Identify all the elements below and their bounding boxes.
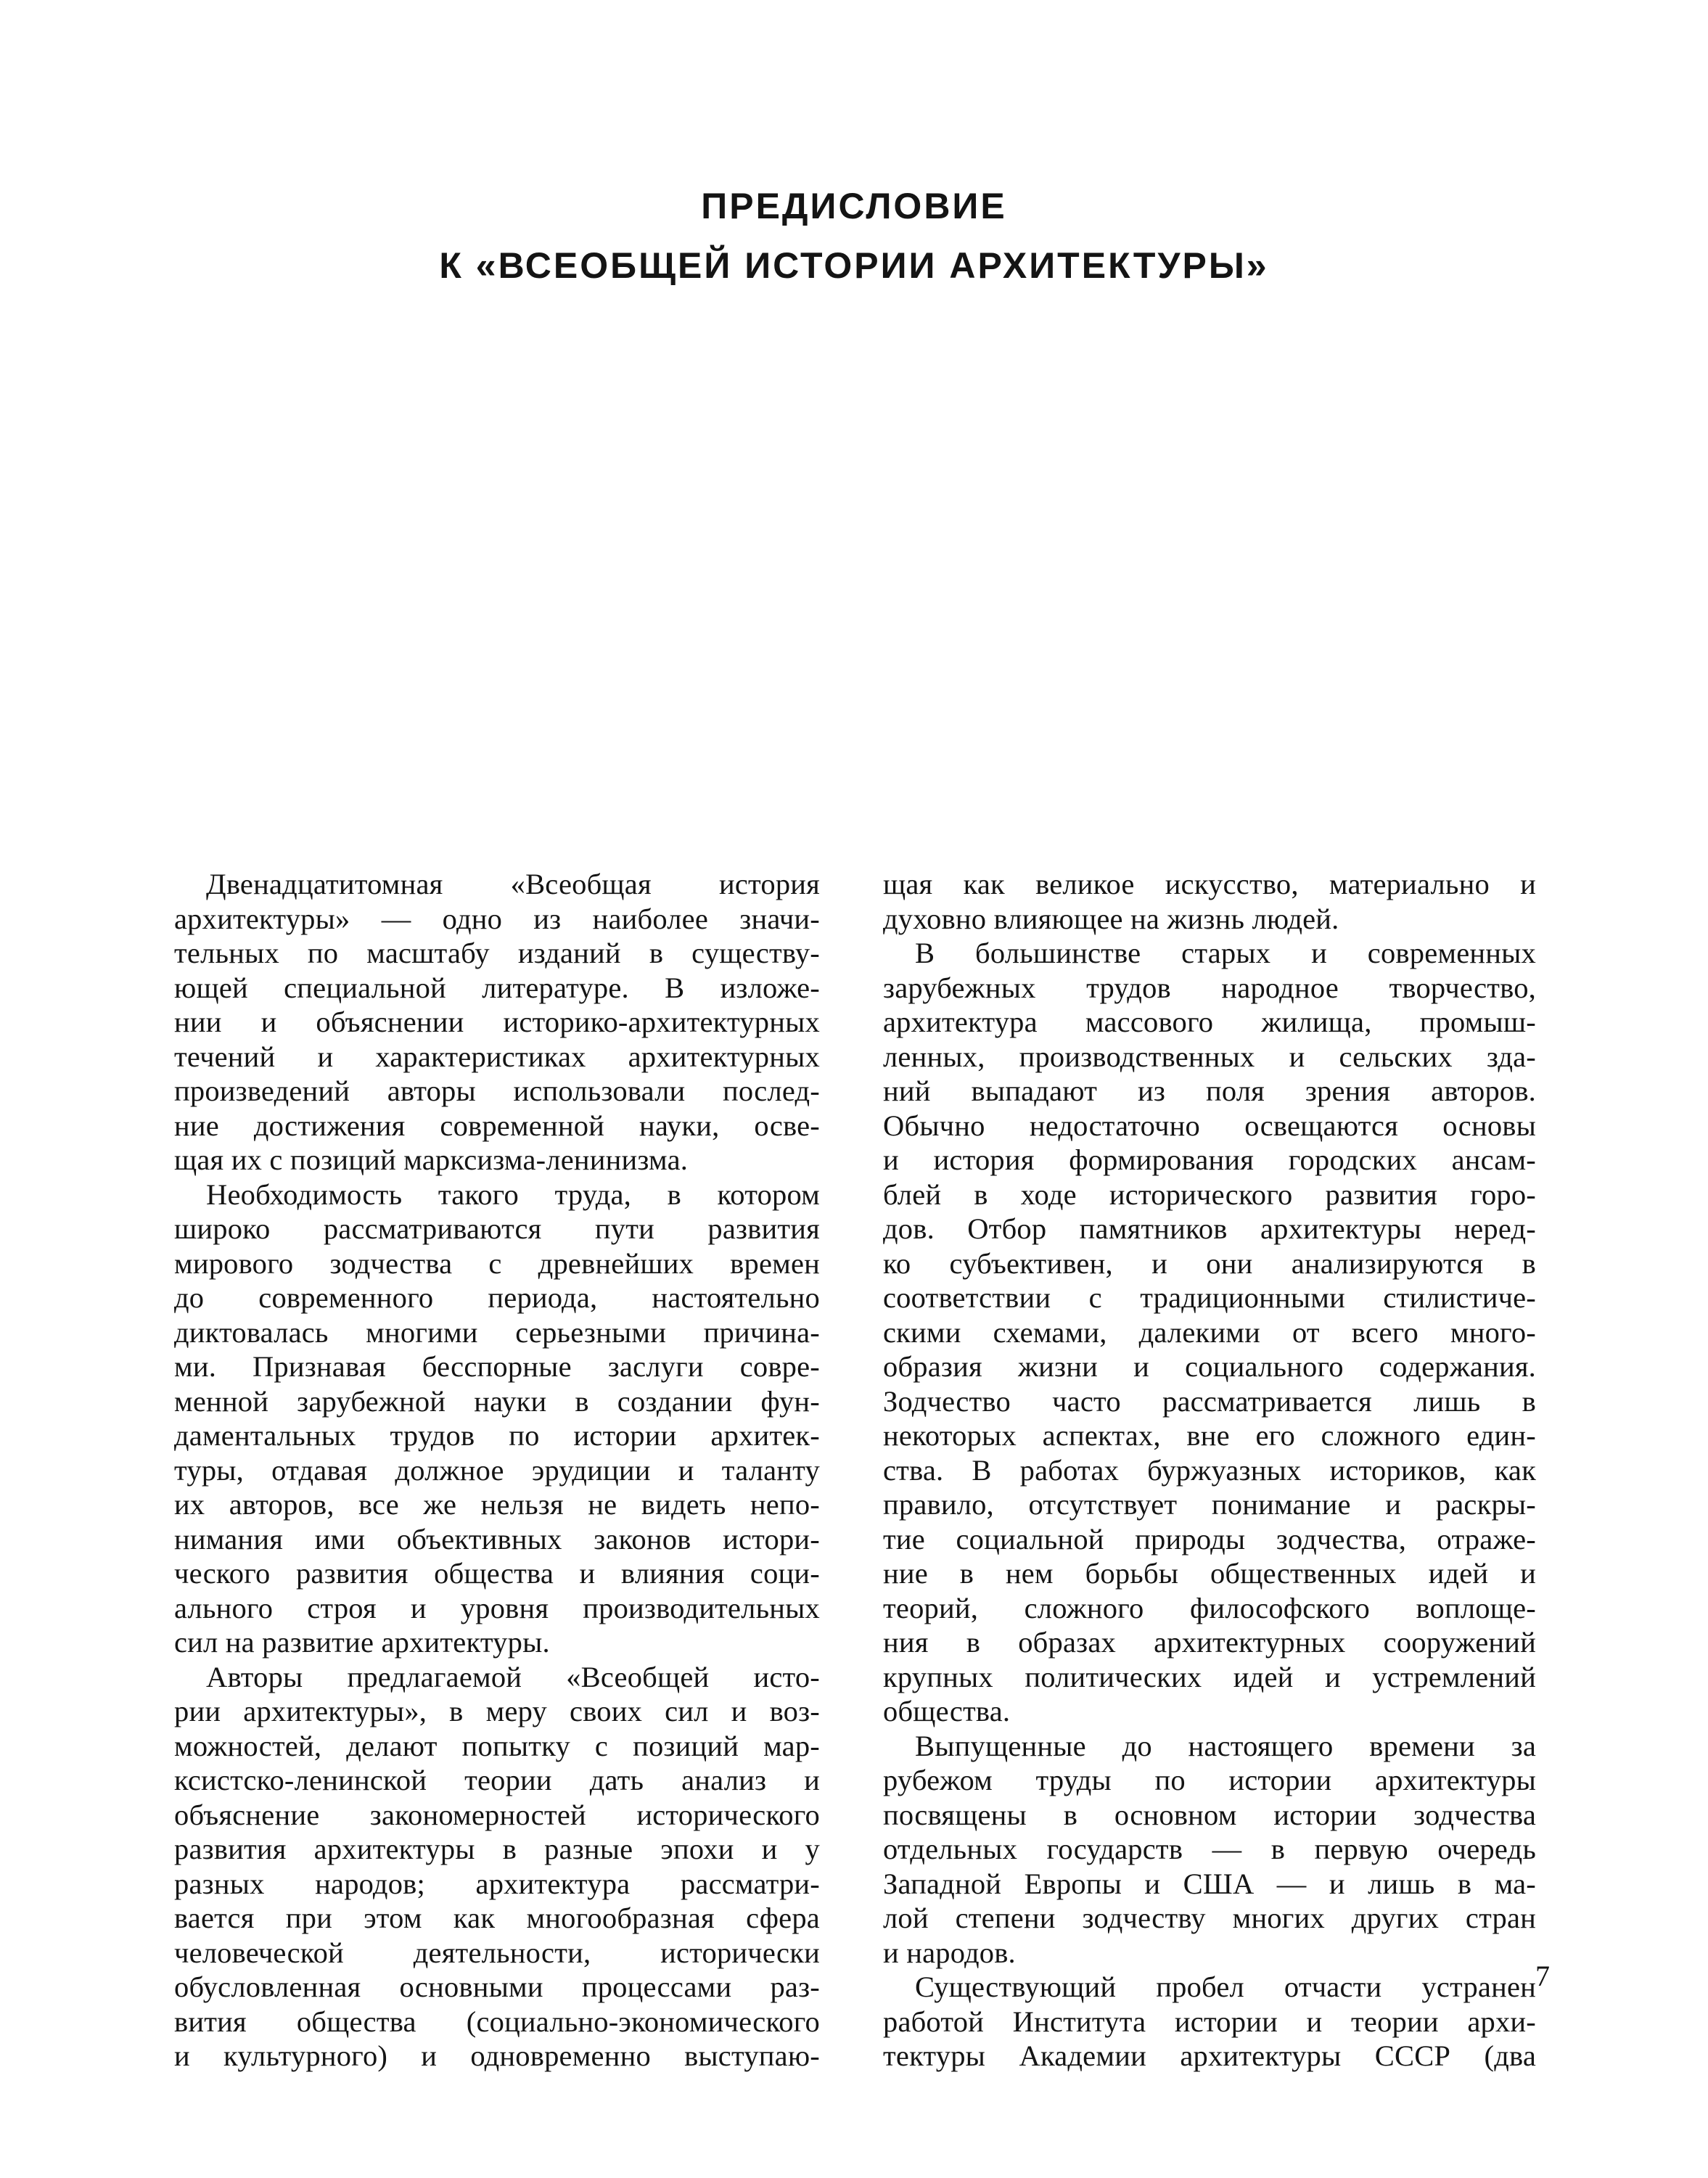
text-line: крупных политических идей и устремлений [883, 1660, 1536, 1693]
text-line: сил на развитие архитектуры. [174, 1626, 550, 1659]
text-line: обусловленная основными процессами раз- [174, 1971, 820, 2003]
text-line: лой степени зодчеству многих других стран [883, 1902, 1536, 1934]
text-line: общества. [883, 1695, 1011, 1727]
text-line: некоторых аспектах, вне его сложного един- [883, 1419, 1536, 1452]
text-line: ми. Признавая бесспорные заслуги совре- [174, 1350, 820, 1383]
text-line: диктовалась многими серьезными причина- [174, 1315, 820, 1349]
text-line: зарубежных трудов народное творчество, [883, 971, 1536, 1004]
text-line: тельных по масштабу изданий в существу- [174, 937, 820, 969]
text-line: ства. В работах буржуазных историков, как [883, 1453, 1536, 1487]
page-title: ПРЕДИСЛОВИЕ [701, 186, 1007, 226]
text-line: ленных, производственных и сельских зда- [883, 1040, 1536, 1073]
text-line: правило, отсутствует понимание и раскры- [883, 1488, 1536, 1521]
text-line: соответствии с традиционными стилистиче- [883, 1281, 1536, 1314]
text-line: архитектуры» — одно из наиболее значи- [174, 902, 820, 935]
text-line: теорий, сложного философского воплоще- [883, 1591, 1536, 1624]
text-line: Двенадцатитомная «Всеобщая история [206, 868, 820, 900]
text-line: ние достижения современной науки, осве- [174, 1109, 820, 1142]
text-line: Авторы предлагаемой «Всеобщей исто- [206, 1660, 820, 1693]
text-line: отдельных государств — в первую очередь [883, 1833, 1536, 1865]
text-line: ко субъективен, и они анализируются в [883, 1246, 1536, 1280]
text-line: Существующий пробел отчасти устранен [915, 1971, 1536, 2003]
text-line: духовно влияющее на жизнь людей. [883, 902, 1339, 935]
text-line: Необходимость такого труда, в котором [206, 1178, 820, 1211]
page-subtitle: К «ВСЕОБЩЕЙ ИСТОРИИ АРХИТЕКТУРЫ» [439, 245, 1269, 286]
text-line: человеческой деятельности, исторически [174, 1936, 820, 1969]
text-line: ний выпадают из поля зрения авторов. [883, 1074, 1536, 1107]
text-line: В большинстве старых и современных [915, 937, 1536, 969]
text-line: блей в ходе исторического развития горо- [883, 1178, 1536, 1211]
text-line: произведений авторы использовали послед- [174, 1074, 820, 1107]
text-line: работой Института истории и теории архи- [883, 2005, 1536, 2038]
text-line: объяснение закономерностей исторического [174, 1798, 820, 1831]
text-line: развития архитектуры в разные эпохи и у [174, 1833, 820, 1865]
text-line: рубежом труды по истории архитектуры [883, 1764, 1536, 1796]
text-line: Зодчество часто рассматривается лишь в [883, 1384, 1536, 1418]
text-line: до современного периода, настоятельно [174, 1281, 820, 1314]
text-line: скими схемами, далекими от всего много- [883, 1315, 1536, 1349]
text-line: ние в нем борьбы общественных идей и [883, 1557, 1536, 1590]
text-line: и народов. [883, 1936, 1016, 1969]
text-line: посвящены в основном истории зодчества [883, 1798, 1536, 1831]
text-line: дов. Отбор памятников архитектуры неред- [883, 1212, 1536, 1245]
text-line: рии архитектуры», в меру своих сил и воз- [174, 1695, 820, 1727]
page-number: 7 [1535, 1960, 1550, 1992]
text-line: Западной Европы и США — и лишь в ма- [883, 1867, 1536, 1900]
text-line: щая как великое искусство, материально и [883, 868, 1536, 900]
text-line: ческого развития общества и влияния соци- [174, 1557, 820, 1590]
text-line: течений и характеристиках архитектурных [174, 1040, 820, 1073]
text-line: образия жизни и социального содержания. [883, 1350, 1536, 1383]
text-line: можностей, делают попытку с позиций мар- [174, 1729, 820, 1762]
text-line: щая их с позиций марксизма-ленинизма. [174, 1143, 689, 1176]
text-line: разных народов; архитектура рассматри- [174, 1867, 820, 1900]
text-line: их авторов, все же нельзя не видеть непо- [174, 1488, 820, 1521]
text-line: вития общества (социально-экономического [174, 2005, 820, 2038]
text-line: Обычно недостаточно освещаются основы [883, 1109, 1536, 1142]
text-line: нии и объяснении историко-архитектурных [174, 1006, 820, 1038]
text-line: даментальных трудов по истории архитек- [174, 1419, 820, 1452]
text-line: тектуры Академии архитектуры СССР (два [883, 2039, 1536, 2072]
text-line: широко рассматриваются пути развития [174, 1212, 820, 1245]
text-line: нимания ими объективных законов истори- [174, 1522, 820, 1556]
text-line: менной зарубежной науки в создании фун- [174, 1384, 820, 1418]
text-column-right [883, 867, 1536, 2074]
text-line: ксистско-ленинской теории дать анализ и [174, 1764, 820, 1796]
text-line: мирового зодчества с древнейших времен [174, 1246, 820, 1280]
text-line: ального строя и уровня производительных [174, 1591, 820, 1624]
text-line: вается при этом как многообразная сфера [174, 1902, 820, 1934]
text-line: архитектура массового жилища, промыш- [883, 1006, 1536, 1038]
text-line: туры, отдавая должное эрудиции и таланту [174, 1453, 820, 1487]
text-line: ющей специальной литературе. В изложе- [174, 971, 820, 1004]
text-line: тие социальной природы зодчества, отраже- [883, 1522, 1536, 1556]
text-line: ния в образах архитектурных сооружений [883, 1626, 1536, 1659]
text-line: и культурного) и одновременно выступаю- [174, 2039, 820, 2072]
text-line: и история формирования городских ансам- [883, 1143, 1536, 1176]
text-line: Выпущенные до настоящего времени за [915, 1729, 1536, 1762]
text-column-left [174, 867, 820, 2074]
